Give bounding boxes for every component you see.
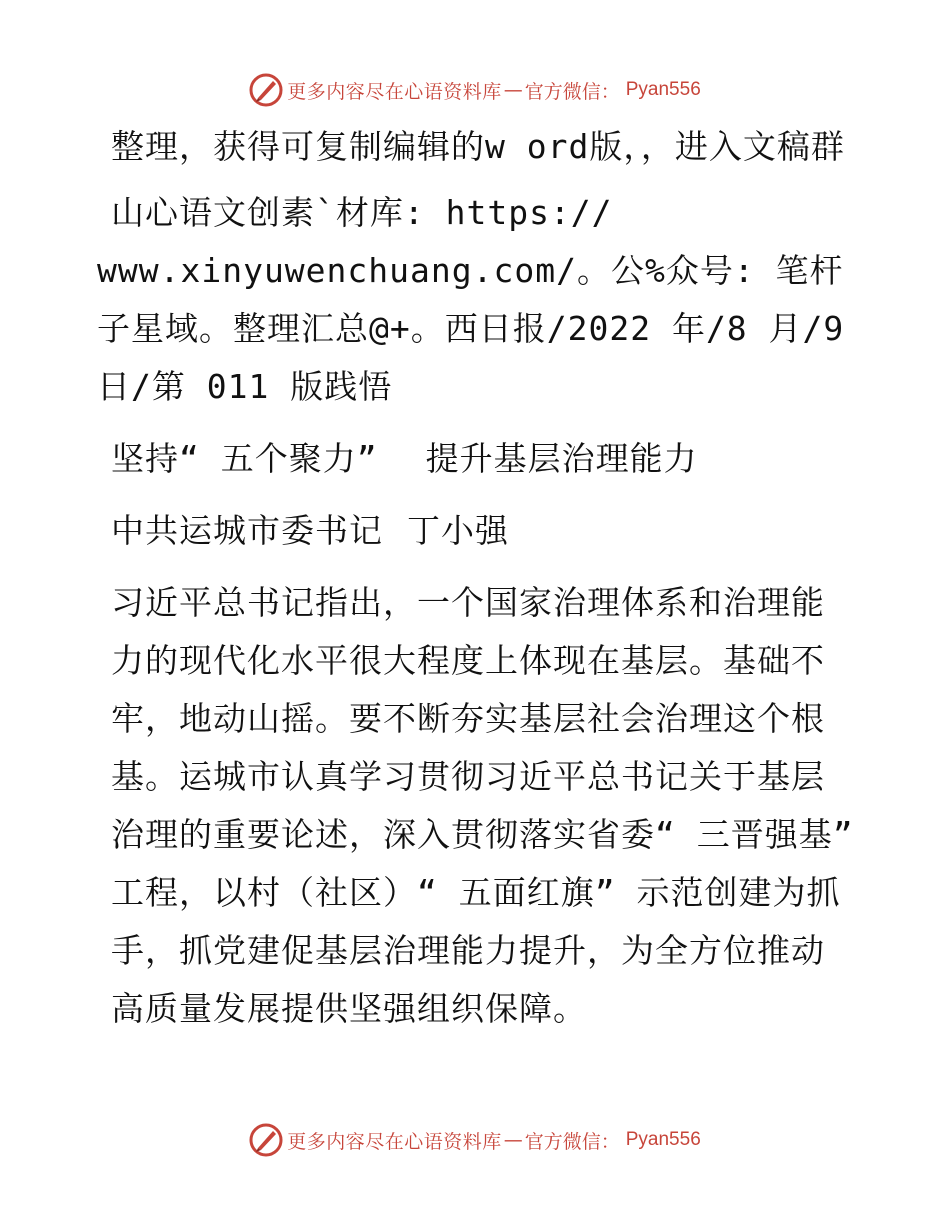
quill-pen-logo-icon — [249, 73, 283, 107]
source-line-part1: 山心语文创素`材库: https:// — [111, 193, 613, 232]
author-line — [97, 502, 857, 560]
quill-pen-logo-icon — [249, 1123, 283, 1157]
banner-wechat-id: Pyan556 — [625, 79, 701, 100]
banner-wechat-label: 官方微信： — [524, 1130, 620, 1153]
footer-banner — [0, 1120, 950, 1160]
article-title-part1: 坚持“ 五个聚力” — [111, 439, 378, 478]
author-name: 丁小强 — [407, 511, 509, 550]
banner-wechat-id: Pyan556 — [625, 1129, 701, 1150]
document-body — [97, 118, 857, 1038]
intro-line: 整理，获得可复制编辑的w ord版，，进入文稿群 — [111, 127, 845, 166]
article-title-part2: 提升基层治理能力 — [425, 439, 698, 478]
body-paragraph: 习近平总书记指出，一个国家治理体系和治理能力的现代化水平很大程度上体现在基层。基础不牢，地动山摇。要不断夯实基层社会治理这个根基。运城市认真学习贯彻习近平总书记关于基层治理的重要论述，深入贯彻落实省委“ 三晋强基” 工程，以村（社区）“ 五面红旗” 示范创建为抓手，抓党建促基层治理能力提升，为全方位推动高质量发展提供坚强组织保障。 — [111, 583, 854, 1028]
header-banner — [0, 70, 950, 110]
banner-text: 更多内容尽在心语资料库 — [287, 80, 502, 103]
banner-text: 更多内容尽在心语资料库 — [287, 1130, 502, 1153]
banner-separator: — — [503, 1129, 523, 1151]
banner-separator: — — [503, 79, 523, 101]
author-org: 中共运城市委书记 — [111, 511, 383, 550]
article-title — [97, 430, 857, 488]
source-line-continued: www.xinyuwenchuang.com/。公%众号: 笔杆子星域。整理汇总@+。西日报/2022 年/8 月/9 日/第 011 版践悟 — [97, 251, 845, 406]
banner-wechat-label: 官方微信： — [524, 80, 620, 103]
source-line — [97, 184, 857, 242]
